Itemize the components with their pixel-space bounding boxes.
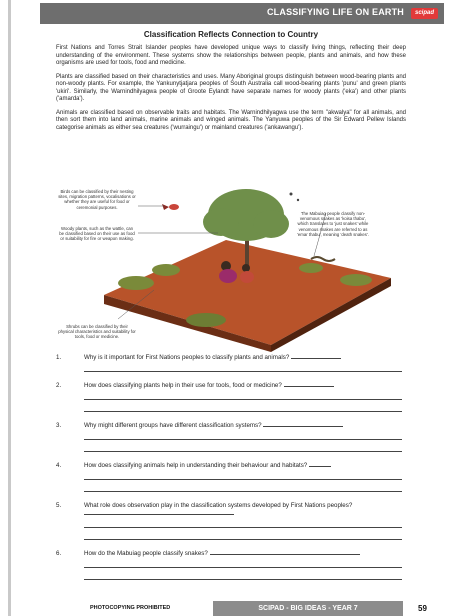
paragraph-intro: First Nations and Torres Strait Islander peoples have developed unique ways to classify living things, reflecting their deep understanding of the environment. These systems show the relationships between people, plants and animals, and how these organisms are used for tools, food and medicine.	[56, 45, 406, 66]
question-text: What role does observation play in the classification systems developed by First Nations peoples?	[84, 502, 402, 518]
question-text: How does classifying animals help in understanding their behaviour and habitats?	[84, 462, 402, 470]
answer-line[interactable]	[84, 451, 402, 452]
answer-line[interactable]	[84, 567, 402, 568]
caption-shrubs: Shrubs can be classified by their physical characteristics and suitability for tools, food or medicine.	[58, 324, 136, 340]
copyright-notice: PHOTOCOPYING PROHIBITED	[90, 605, 171, 611]
answer-line[interactable]	[84, 439, 402, 440]
answer-line[interactable]	[284, 386, 334, 387]
bird-icon	[162, 204, 179, 210]
answer-line[interactable]	[84, 399, 402, 400]
question-number: 6.	[56, 550, 62, 557]
question-text: How do the Mabuiag people classify snakes?	[84, 550, 402, 558]
question-number: 4.	[56, 462, 62, 469]
answer-line[interactable]	[84, 411, 402, 412]
brand-logo: scipad	[411, 8, 438, 19]
article	[56, 28, 406, 138]
page-number: 59	[418, 604, 427, 613]
answer-line[interactable]	[309, 466, 331, 467]
answer-line[interactable]	[291, 358, 341, 359]
question-text: Why is it important for First Nations peoples to classify plants and animals?	[84, 354, 402, 362]
question-number: 1.	[56, 354, 62, 361]
answer-line[interactable]	[84, 371, 402, 372]
question-text: Why might different groups have different classification systems?	[84, 422, 402, 430]
answer-line[interactable]	[84, 514, 234, 515]
page-border	[8, 0, 11, 616]
butterfly-icon	[290, 193, 300, 202]
question-number: 3.	[56, 422, 62, 429]
landscape-illustration	[56, 180, 416, 356]
answer-line[interactable]	[84, 479, 402, 480]
question-text: How does classifying plants help in their use for tools, food or medicine?	[84, 382, 402, 390]
paragraph-plants: Plants are classified based on their characteristics and uses. Many Aboriginal groups distinguish between wood-bearing plants and non-woody plants. For example, the Yankunytjatjara peoples of South Australia call wood-bearing plants 'punu' and green plants 'ukiri'. Similarly, the Warnindhilyagwa people of Groote Eylandt have separate names for woody plants ('eka') and other plants ('amarda').	[56, 73, 406, 102]
answer-line[interactable]	[263, 426, 343, 427]
series-banner: SCIPAD - BIG IDEAS - YEAR 7	[213, 601, 403, 616]
caption-birds: Birds can be classified by their nesting sites, migration patterns, vocalisations or whether they are useful for food or ceremonial purposes.	[58, 189, 136, 210]
answer-line[interactable]	[84, 539, 402, 540]
answer-line[interactable]	[84, 527, 402, 528]
answer-line[interactable]	[210, 554, 360, 555]
caption-mabuiag: The Mabuiag people classify non-venomous snakes as 'koisa thabu', which translates to 'just snakes' while venomous snakes are referred to as 'emar thabu', meaning 'death snakes'.	[297, 211, 369, 237]
paragraph-animals: Animals are classified based on observable traits and habitats. The Warnindhilyagwa use the term "akwalya" for all animals, and then sort them into land animals, marine animals and winged animals. The Yanyuwa peoples of the Sir Edward Pellew Islands categorise animals as either sea creatures ('wurraingu') or mainland creatures ('ankawangu').	[56, 109, 406, 131]
question-number: 5.	[56, 502, 62, 509]
article-title: Classification Reflects Connection to Country	[143, 30, 319, 39]
caption-woody-plants: Woody plants, such as the wattle, can be classified based on their use as food or suitability for fire or weapon making.	[59, 226, 135, 242]
chapter-title: CLASSIFYING LIFE ON EARTH	[266, 7, 404, 17]
snake-icon	[311, 257, 335, 261]
answer-line[interactable]	[84, 579, 402, 580]
question-number: 2.	[56, 382, 62, 389]
chapter-header	[40, 3, 444, 24]
answer-line[interactable]	[84, 491, 402, 492]
